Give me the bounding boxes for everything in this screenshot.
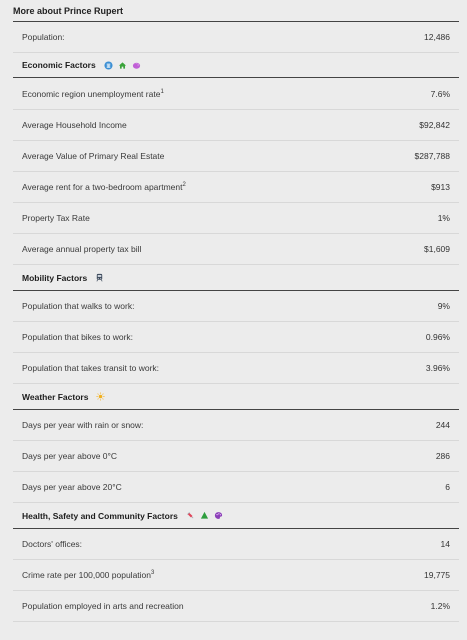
footnote-marker: 1 xyxy=(160,88,164,95)
table-row xyxy=(13,560,459,591)
syringe-icon xyxy=(186,511,195,520)
row-label: Property Tax Rate xyxy=(22,213,90,223)
row-value: 286 xyxy=(435,451,450,461)
row-value: 1% xyxy=(437,213,450,223)
table-row xyxy=(13,353,459,384)
section-health xyxy=(13,503,459,529)
home-icon xyxy=(118,61,127,70)
row-label: Population: xyxy=(22,32,65,42)
row-label: Average rent for a two-bedroom apartment xyxy=(22,182,183,192)
row-value: 9% xyxy=(437,301,450,311)
row-value: $287,788 xyxy=(414,151,450,161)
table-row xyxy=(13,172,459,203)
row-label: Population that takes transit to work: xyxy=(22,363,160,373)
section-mobility xyxy=(13,265,459,291)
train-icon xyxy=(95,273,104,282)
table-row xyxy=(13,441,459,472)
row-value: $92,842 xyxy=(419,120,450,130)
footnote-marker: 2 xyxy=(182,182,186,189)
facts-table xyxy=(13,22,459,622)
row-value: 6 xyxy=(445,482,450,492)
row-value: 12,486 xyxy=(424,32,450,42)
bank-icon xyxy=(104,61,113,70)
footnote-marker: 3 xyxy=(151,570,155,577)
table-row xyxy=(13,472,459,503)
row-label: Average Household Income xyxy=(22,120,127,130)
table-row xyxy=(13,591,459,622)
piggy-bank-icon xyxy=(132,61,141,70)
row-value: 14 xyxy=(440,539,450,549)
population-row xyxy=(13,22,459,53)
row-value: 7.6% xyxy=(430,88,450,99)
row-value: 0.96% xyxy=(425,332,450,342)
row-label: Average Value of Primary Real Estate xyxy=(22,151,165,161)
row-label: Days per year with rain or snow: xyxy=(22,420,144,430)
sun-icon xyxy=(96,392,105,401)
section-weather xyxy=(13,384,459,410)
row-label: Economic region unemployment rate xyxy=(22,88,161,99)
section-heading: Mobility Factors xyxy=(22,272,88,283)
row-label: Average annual property tax bill xyxy=(22,244,142,254)
table-row xyxy=(13,78,459,110)
table-row xyxy=(13,234,459,265)
table-row xyxy=(13,203,459,234)
row-label: Days per year above 0°C xyxy=(22,451,118,461)
section-heading: Health, Safety and Community Factors xyxy=(22,510,178,521)
table-row xyxy=(13,529,459,560)
row-value: 244 xyxy=(435,420,450,430)
table-row xyxy=(13,322,459,353)
row-label: Doctors' offices: xyxy=(22,539,83,549)
row-value: 3.96% xyxy=(425,363,450,373)
row-label: Population employed in arts and recreation xyxy=(22,601,184,611)
tree-icon xyxy=(200,511,209,520)
table-row xyxy=(13,141,459,172)
section-economic xyxy=(13,53,459,78)
row-value: 1.2% xyxy=(430,601,450,611)
row-label: Days per year above 20°C xyxy=(22,482,122,492)
section-heading: Economic Factors xyxy=(22,60,96,70)
panel-title: More about Prince Rupert xyxy=(13,6,124,16)
row-label: Population that walks to work: xyxy=(22,301,135,311)
table-row xyxy=(13,291,459,322)
row-value: 19,775 xyxy=(424,570,450,580)
row-label: Population that bikes to work: xyxy=(22,332,134,342)
row-value: $1,609 xyxy=(424,244,450,254)
palette-icon xyxy=(214,511,223,520)
row-value: $913 xyxy=(431,182,450,192)
row-label: Crime rate per 100,000 population xyxy=(22,570,151,580)
section-heading: Weather Factors xyxy=(22,391,89,402)
table-row xyxy=(13,410,459,441)
table-row xyxy=(13,110,459,141)
